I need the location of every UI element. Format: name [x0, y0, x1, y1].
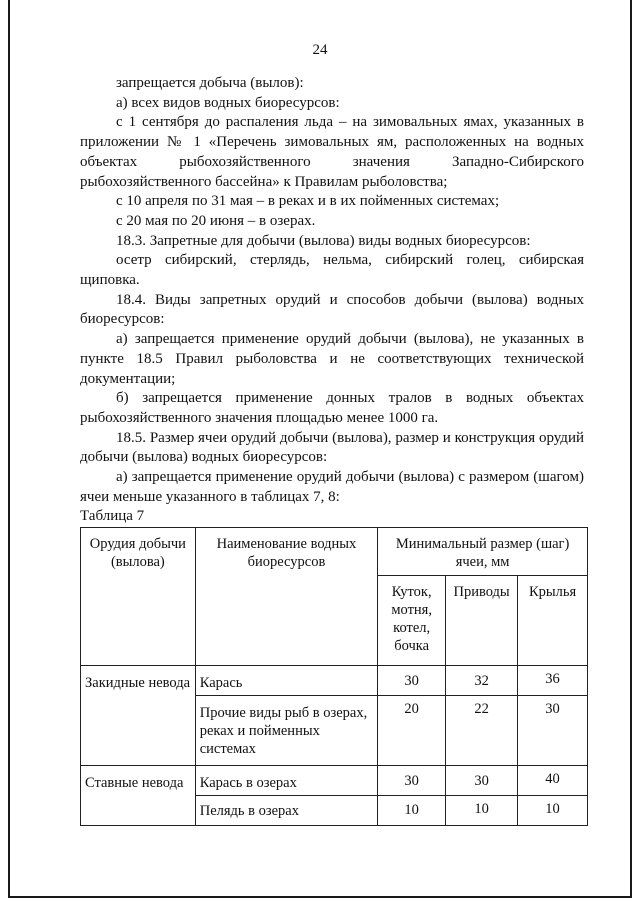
cell-value: 30 — [446, 766, 518, 796]
cell-species: Пелядь в озерах — [195, 796, 378, 826]
document-body — [80, 74, 584, 527]
paragraph: запрещается добыча (вылов): — [116, 75, 304, 91]
header-sub-privody: Приводы — [446, 576, 518, 666]
cell-gear — [81, 796, 196, 826]
cell-species: Карась в озерах — [195, 766, 378, 796]
header-min-size: Минимальный размер (шаг) ячеи, мм — [378, 528, 588, 576]
cell-value: 22 — [446, 696, 518, 766]
paragraph: 18.5. Размер ячеи орудий добычи (вылова), размер и конструкция орудий добычи (вылова) водных биоресурсов: — [80, 429, 584, 466]
cell-value: 10 — [446, 796, 518, 826]
table-caption: Таблица 7 — [80, 508, 145, 525]
cell-value: 10 — [378, 796, 446, 826]
cell-value: 30 — [378, 666, 446, 696]
cell-gear — [81, 696, 196, 766]
table-7 — [80, 527, 588, 826]
paragraph: 18.3. Запретные для добычи (вылова) виды водных биоресурсов: — [116, 232, 531, 249]
header-sub-kutok: Куток, мотня, котел, бочка — [378, 576, 446, 666]
cell-gear: Ставные невода — [81, 766, 196, 796]
paragraph: с 10 апреля по 31 мая – в реках и в их пойменных системах; — [116, 193, 500, 210]
page-number: 24 — [312, 42, 328, 58]
cell-value: 36 — [518, 666, 588, 696]
cell-gear: Закидные невода — [81, 666, 196, 696]
cell-value: 20 — [378, 696, 446, 766]
cell-value: 10 — [518, 796, 588, 826]
paragraph: а) запрещается применение орудий добычи (вылова), не указанных в пункте 18.5 Правил рыболовства и не соответствующих технической документации; — [80, 331, 584, 387]
cell-value: 32 — [446, 666, 518, 696]
paragraph: а) всех видов водных биоресурсов: — [116, 94, 340, 111]
header-gear: Орудия добычи (вылова) — [81, 528, 196, 666]
cell-value: 30 — [378, 766, 446, 796]
paragraph: с 20 мая по 20 июня – в озерах. — [116, 212, 316, 229]
cell-value: 40 — [518, 766, 588, 796]
paragraph: осетр сибирский, стерлядь, нельма, сибирский голец, сибирская щиповка. — [80, 252, 584, 289]
paragraph: 18.4. Виды запретных орудий и способов добычи (вылова) водных биоресурсов: — [80, 291, 584, 328]
table-row — [81, 796, 588, 826]
paragraph: б) запрещается применение донных тралов в водных объектах рыбохозяйственного значения площадью менее 1000 га. — [80, 390, 584, 426]
paragraph: а) запрещается применение орудий добычи (вылова) с размером (шагом) ячеи меньше указанного в таблицах 7, 8: — [80, 469, 584, 505]
header-sub-krylya: Крылья — [518, 576, 588, 666]
table-row — [81, 696, 588, 766]
table-row — [81, 666, 588, 696]
paragraph: с 1 сентября до распаления льда – на зимовальных ямах, указанных в приложении № 1 «Перечень зимовальных ям, расположенных на водных объектах рыбохозяйственного значения Западно-Сибирского рыбохозяйственного бассейна» к Правилам рыболовства; — [80, 114, 584, 190]
cell-species: Карась — [195, 666, 378, 696]
header-species: Наименование водных биоресурсов — [195, 528, 378, 666]
cell-value: 30 — [518, 696, 588, 766]
cell-species: Прочие виды рыб в озерах, реках и пойменных системах — [195, 696, 378, 766]
table-row — [81, 766, 588, 796]
